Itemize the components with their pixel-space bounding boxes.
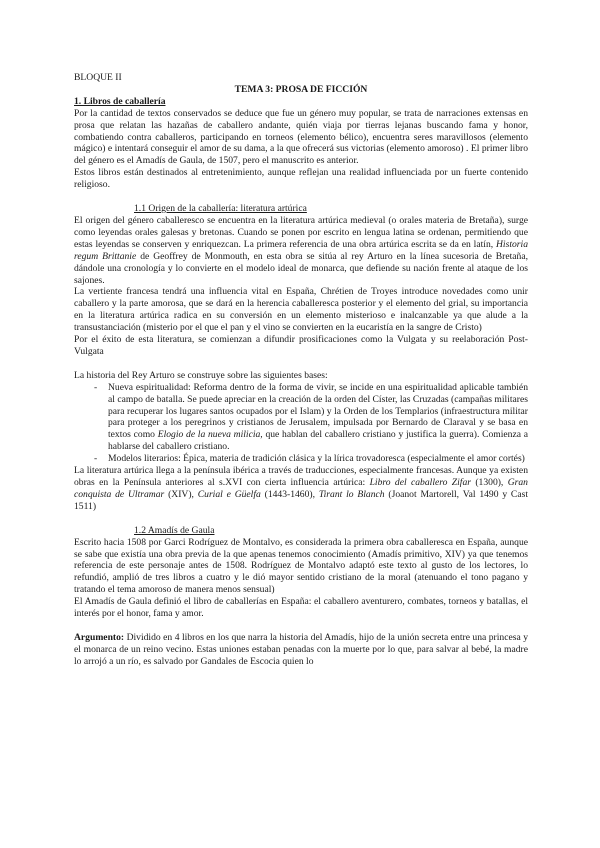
- paragraph: Argumento: Dividido en 4 libros en los que narra la historia del Amadís, hijo de la unión secreta entre una princesa y el monarca de un reino vecino. Estas uniones estaban penadas con la muerte por lo que, para salvar al bebé, la madre lo arrojó a un río, es salvado por Gandales de Escocia quien lo: [74, 631, 528, 667]
- paragraph: El origen del género caballeresco se encuentra en la literatura artúrica medieval (o orales materia de Bretaña), surge como leyendas orales galesas y bretonas. Cuando se ponen por escrito en lengua latina se ordenan, permitiendo que estas leyendas se conserven y enriquezcan. La primera referencia de una obra artúrica escrita se da en latín, Historia regum Brittanie de Geoffrey de Monmouth, en esta obra se sitúa al rey Arturo en la línea sucesoria de Bretaña, dándole una cronología y lo convierte en el modelo ideal de monarca, que defiende su nación frente al ataque de los sajones.: [74, 214, 529, 286]
- paragraph: La vertiente francesa tendrá una influencia vital en España, Chrétien de Troyes introduce novedades como unir caballero y la parte amorosa, que se dará en la herencia caballeresca posterior y el elemento del grial, su importancia en la literatura artúrica radica en su conversión en un elemento misterioso e inalcanzable ya que alude a la transustanciación (misterio por el que el pan y el vino se convierten en la eucaristía en la sangre de Cristo): [74, 286, 528, 334]
- page-title: TEMA 3: PROSA DE FICCIÓN: [234, 83, 368, 95]
- subsection-heading-origen: 1.1 Origen de la caballería: literatura artúrica: [134, 203, 307, 215]
- paragraph: La literatura artúrica llega a la península ibérica a través de traducciones, especialmente francesas. Aunque ya existen obras en la Península anteriores al s.XVI con cierta influencia artúrica: Libro del caballero Zifar (1300), Gran conquista de Ultramar (XIV), Curial e Güelfa (1443-1460), Tirant lo Blanch (Joanot Martorell, Val 1490 y Cast 1511): [74, 465, 528, 512]
- spacer: [74, 620, 528, 632]
- subsection-heading-amadis: 1.2 Amadís de Gaula: [134, 524, 215, 536]
- paragraph: Por el éxito de esta literatura, se comienzan a difundir prosificaciones como la Vulgata y su reelaboración Post-Vulgata: [74, 334, 528, 357]
- paragraph: Estos libros están destinados al entretenimiento, aunque reflejan una realidad influenciada por un fuerte contenido religioso.: [74, 167, 528, 191]
- paragraph: Por la cantidad de textos conservados se deduce que fue un género muy popular, se trata de narraciones extensas en prosa que relatan las hazañas de caballero andante, quién viaja por tierras lejanas buscando fama y honor, combatiendo contra caballeros, participando en torneos (elemento bélico), encuentra seres maravillosos (elemento mágico) e intentará conseguir el amor de su dama, a la que ofrecerá sus victorias (elemento amoroso) . El primer libro del género es el Amadís de Gaula, de 1507, pero el manuscrito es anterior.: [74, 107, 528, 167]
- spacer: [74, 358, 528, 370]
- spacer: [74, 513, 528, 525]
- argument-label: Argumento:: [74, 631, 125, 643]
- paragraph: Escrito hacia 1508 por Garci Rodríguez de Montalvo, es considerada la primera obra caballeresca en España, aunque se sabe que existía una obra previa de la que apenas tenemos conocimiento (Amadís primitivo, XIV) ya que tenemos referencia de este personaje antes de 1508. Rodríguez de Montalvo adaptó este texto al gusto de los lectores, lo refundió, amplió de tres libros a cuatro y le dió mayor sentido cristiano de la moral (atenuando el tono pagano y tratando el tema amoroso de manera menos sensual): [74, 536, 528, 596]
- section-heading-libros: 1. Libros de caballería: [74, 95, 166, 107]
- bases-list: [74, 382, 528, 465]
- spacer: [74, 191, 528, 203]
- list-item: - Modelos literarios: Épica, materia de tradición clásica y la lírica trovadoresca (especialmente el amor cortés): [94, 453, 528, 465]
- block-label: BLOQUE II: [74, 72, 122, 83]
- paragraph: La historia del Rey Arturo se construye sobre las siguientes bases:: [74, 369, 328, 381]
- document-body: [74, 72, 528, 668]
- list-item: - Nueva espiritualidad: Reforma dentro de la forma de vivir, se incide en una espiritualidad aplicable también al campo de batalla. Se puede apreciar en la creación de la orden del Císter, las Cruzadas (campañas militares para recuperar los lugares santos ocupados por el Islam) y la Orden de los Templarios (infraestructura militar para proteger a los peregrinos y cristianos de Jerusalem, impulsada por Bernardo de Claraval y se basa en textos como Elogio de la nueva milicia, que hablan del caballero cristiano y justifica la guerra). Comienza a hablarse del caballero cristiano.: [94, 382, 528, 453]
- paragraph: El Amadís de Gaula definió el libro de caballerías en España: el caballero aventurero, combates, torneos y batallas, el interés por el honor, fama y amor.: [74, 596, 528, 620]
